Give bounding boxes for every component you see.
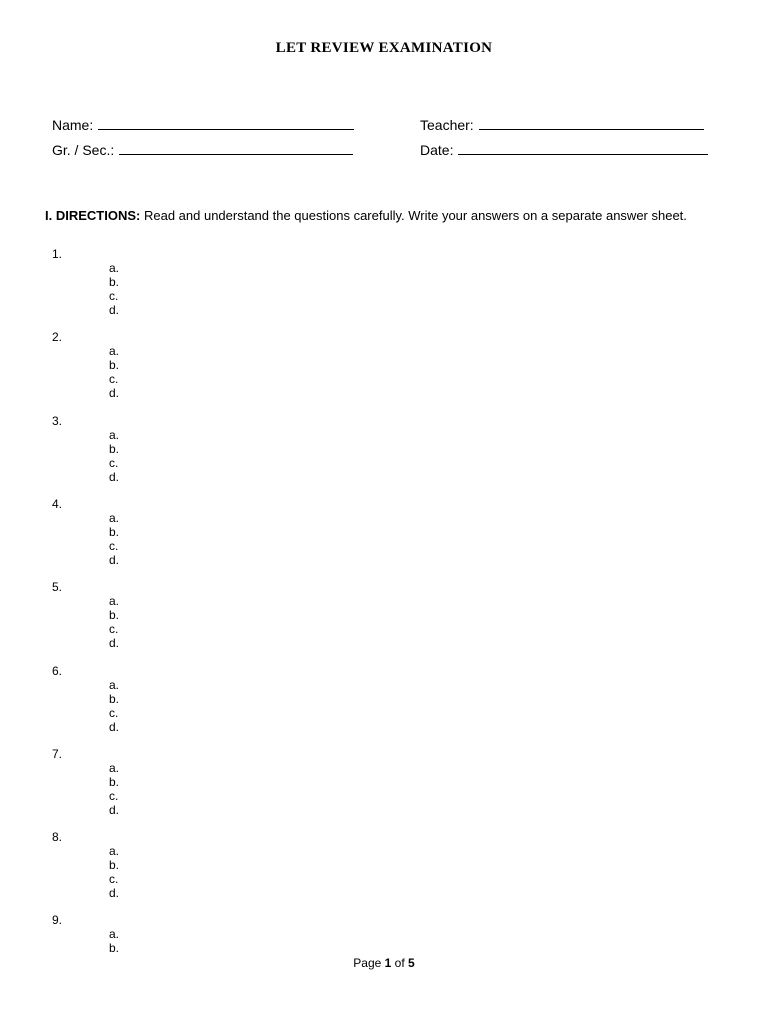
answer-choice: a. bbox=[109, 428, 120, 442]
answer-choice: b. bbox=[109, 692, 120, 706]
question-item bbox=[52, 913, 252, 955]
name-label: Name: bbox=[52, 117, 94, 133]
grade-section-field bbox=[52, 142, 353, 158]
answer-choice: c. bbox=[109, 872, 119, 886]
question-number: 6. bbox=[52, 664, 63, 678]
answer-choice: c. bbox=[109, 789, 119, 803]
question-number: 9. bbox=[52, 913, 63, 927]
question-number: 3. bbox=[52, 414, 63, 428]
answer-choice: b. bbox=[109, 775, 120, 789]
answer-choice: a. bbox=[109, 678, 120, 692]
answer-choice: d. bbox=[109, 303, 120, 317]
question-number: 5. bbox=[52, 580, 63, 594]
answer-choice: c. bbox=[109, 539, 119, 553]
question-item bbox=[52, 414, 252, 484]
question-number: 1. bbox=[52, 247, 63, 261]
name-field bbox=[52, 117, 354, 133]
question-number: 8. bbox=[52, 830, 63, 844]
question-number: 2. bbox=[52, 330, 63, 344]
question-item bbox=[52, 747, 252, 817]
date-blank-line bbox=[458, 142, 708, 155]
answer-choice: b. bbox=[109, 358, 120, 372]
answer-choice: c. bbox=[109, 289, 119, 303]
answer-choice: c. bbox=[109, 456, 119, 470]
answer-choice: b. bbox=[109, 858, 120, 872]
answer-choice: a. bbox=[109, 261, 120, 275]
answer-choice: a. bbox=[109, 594, 120, 608]
answer-choice: d. bbox=[109, 553, 120, 567]
answer-choice: c. bbox=[109, 706, 119, 720]
answer-choice: c. bbox=[109, 622, 119, 636]
answer-choice: a. bbox=[109, 844, 120, 858]
teacher-blank-line bbox=[479, 117, 704, 130]
question-item bbox=[52, 247, 252, 317]
page-prefix: Page bbox=[353, 956, 382, 970]
answer-choice: b. bbox=[109, 608, 120, 622]
answer-choice: d. bbox=[109, 386, 120, 400]
question-number: 4. bbox=[52, 497, 63, 511]
directions-label: I. DIRECTIONS: bbox=[45, 208, 141, 223]
grade-section-blank-line bbox=[119, 142, 353, 155]
page-title: LET REVIEW EXAMINATION bbox=[275, 40, 493, 56]
teacher-label: Teacher: bbox=[420, 117, 474, 133]
directions bbox=[45, 208, 715, 224]
answer-choice: c. bbox=[109, 372, 119, 386]
answer-choice: a. bbox=[109, 927, 120, 941]
current-page: 1 bbox=[384, 956, 392, 970]
answer-choice: a. bbox=[109, 761, 120, 775]
page-of: of bbox=[394, 956, 405, 970]
page-footer bbox=[0, 956, 768, 970]
answer-choice: a. bbox=[109, 344, 120, 358]
directions-text: Read and understand the questions carefully. Write your answers on a separate answer sheet. bbox=[143, 208, 687, 223]
teacher-field bbox=[420, 117, 704, 133]
answer-choice: d. bbox=[109, 720, 120, 734]
answer-choice: b. bbox=[109, 442, 120, 456]
name-blank-line bbox=[98, 117, 354, 130]
date-label: Date: bbox=[420, 142, 454, 158]
answer-choice: d. bbox=[109, 886, 120, 900]
grade-section-label: Gr. / Sec.: bbox=[52, 142, 115, 158]
question-item bbox=[52, 330, 252, 400]
question-item bbox=[52, 497, 252, 567]
question-number: 7. bbox=[52, 747, 63, 761]
answer-choice: d. bbox=[109, 470, 120, 484]
date-field bbox=[420, 142, 708, 158]
answer-choice: d. bbox=[109, 803, 120, 817]
question-item bbox=[52, 580, 252, 650]
question-item bbox=[52, 664, 252, 734]
answer-choice: b. bbox=[109, 525, 120, 539]
total-pages: 5 bbox=[408, 956, 415, 970]
question-item bbox=[52, 830, 252, 900]
answer-choice: b. bbox=[109, 275, 120, 289]
answer-choice: a. bbox=[109, 511, 120, 525]
answer-choice: b. bbox=[109, 941, 120, 955]
answer-choice: d. bbox=[109, 636, 120, 650]
